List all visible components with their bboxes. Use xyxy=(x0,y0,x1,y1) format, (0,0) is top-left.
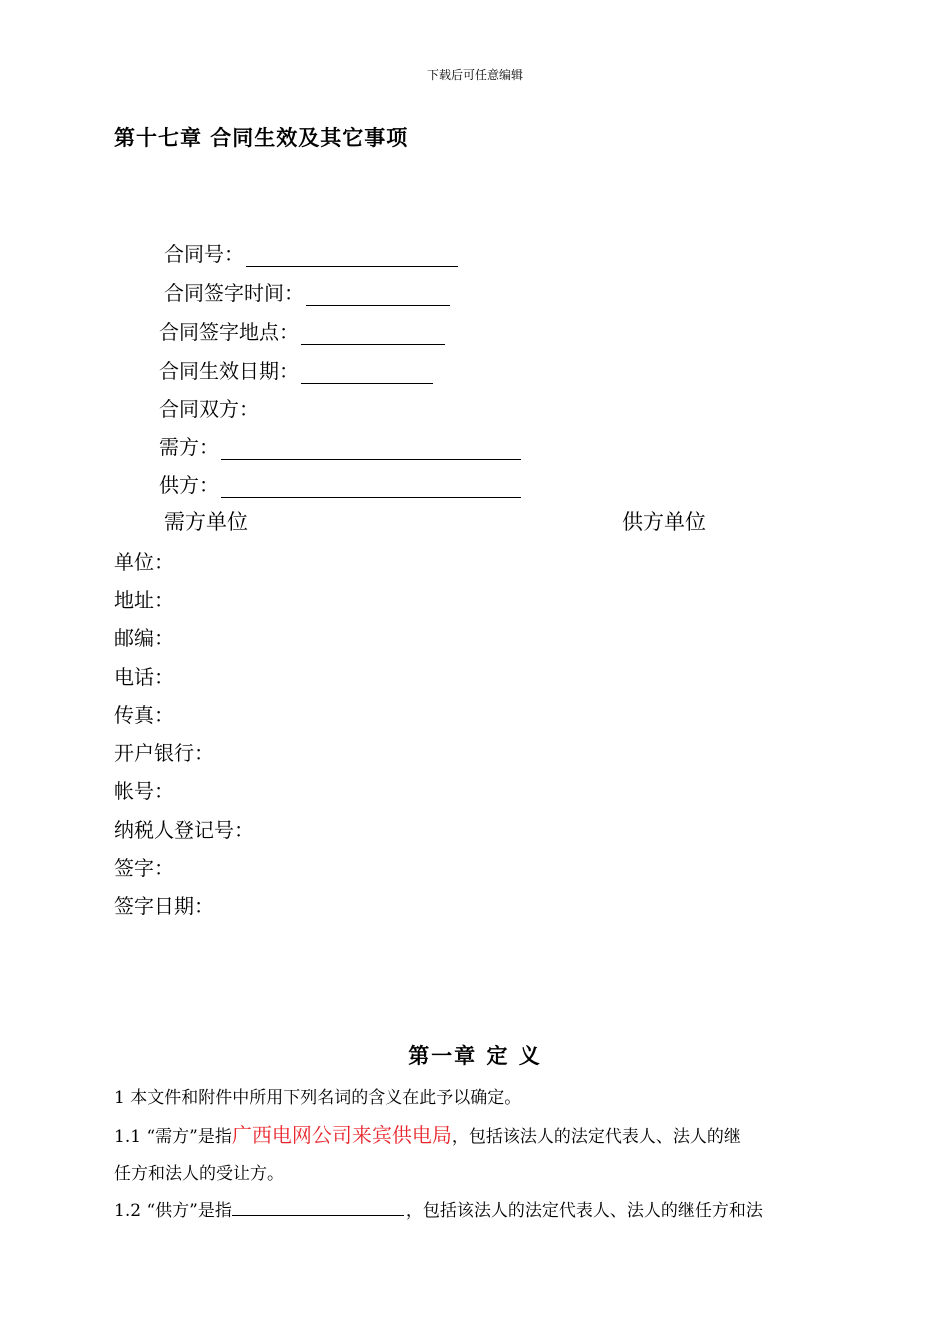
definition-1-1-cont: 任方和法人的受让方。 xyxy=(114,1164,284,1184)
field-label: 供方： xyxy=(159,473,219,497)
signature-date-label: 签字日期： xyxy=(114,894,214,918)
fill-line xyxy=(221,437,521,460)
account-label: 帐号： xyxy=(114,779,174,803)
fax-label: 传真： xyxy=(114,703,174,727)
field-label: 合同号： xyxy=(164,242,244,266)
address-label: 地址： xyxy=(114,588,174,612)
chapter-1-title: 第一章 定 义 xyxy=(408,1043,542,1068)
clause-number: 1.2 “供方”是指 xyxy=(114,1201,232,1221)
page-header-note: 下载后可任意编辑 xyxy=(426,68,523,82)
supplier-name-blank xyxy=(232,1197,404,1216)
definition-1-2 xyxy=(114,1196,763,1221)
phone-label: 电话： xyxy=(114,665,174,689)
chapter-17-title: 第十七章 合同生效及其它事项 xyxy=(114,125,409,150)
fill-line xyxy=(246,244,458,267)
signature-label: 签字： xyxy=(114,856,174,880)
fill-line xyxy=(306,283,450,306)
unit-label: 单位： xyxy=(114,550,174,574)
supplier-unit-heading: 供方单位 xyxy=(622,510,706,534)
field-label: 合同签字地点： xyxy=(159,320,299,344)
fill-line xyxy=(301,361,433,384)
sign-place-field xyxy=(159,316,445,345)
definition-intro: 1 本文件和附件中所用下列名词的含义在此予以确定。 xyxy=(114,1088,522,1108)
clause-text: ，包括该法人的法定代表人、法人的继 xyxy=(451,1127,741,1147)
postcode-label: 邮编： xyxy=(114,626,174,650)
effective-date-field xyxy=(159,355,433,384)
buyer-field xyxy=(159,431,521,460)
sign-time-field xyxy=(164,277,450,306)
field-label: 合同双方： xyxy=(159,397,259,421)
fill-line xyxy=(301,322,445,345)
supplier-field xyxy=(159,469,521,498)
fill-line xyxy=(221,475,521,498)
definition-1-1 xyxy=(114,1119,741,1148)
field-label: 合同生效日期： xyxy=(159,359,299,383)
buyer-name-highlight: 广西电网公司来宾供电局 xyxy=(231,1123,452,1147)
field-label: 需方： xyxy=(159,435,219,459)
contract-number-field xyxy=(164,238,458,267)
field-label: 合同签字时间： xyxy=(164,281,304,305)
clause-number: 1.1 “需方”是指 xyxy=(114,1127,232,1147)
bank-label: 开户银行： xyxy=(114,741,214,765)
taxpayer-id-label: 纳税人登记号： xyxy=(114,818,254,842)
parties-field xyxy=(159,393,259,422)
clause-text: ，包括该法人的法定代表人、法人的继任方和法 xyxy=(405,1201,763,1221)
buyer-unit-heading: 需方单位 xyxy=(164,510,248,534)
